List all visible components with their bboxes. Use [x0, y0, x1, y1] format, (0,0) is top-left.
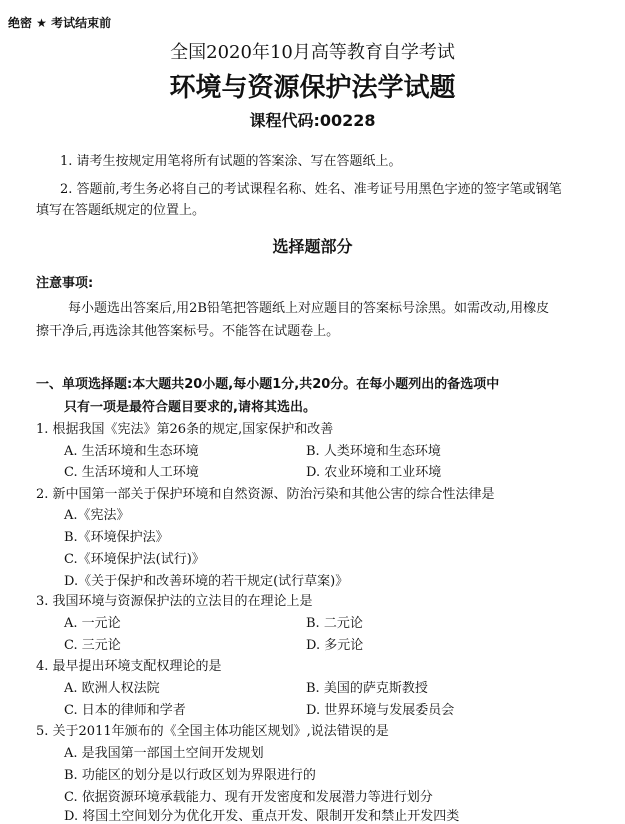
question-1-option-c: C. 生活环境和人工环境 — [64, 465, 199, 480]
notice-label: 注意事项: — [36, 276, 94, 291]
question-3-option-b: B. 二元论 — [306, 616, 363, 631]
paper-title: 环境与资源保护法学试题 — [169, 73, 456, 103]
question-1-option-a: A. 生活环境和生态环境 — [64, 444, 199, 459]
question-1-stem: 1. 根据我国《宪法》第26条的规定,国家保护和改善 — [36, 422, 334, 437]
question-1-option-d: D. 农业环境和工业环境 — [306, 465, 442, 480]
question-3-stem: 3. 我国环境与资源保护法的立法目的在理论上是 — [36, 594, 313, 609]
question-2-option-a: A.《宪法》 — [64, 508, 130, 523]
exam-title: 全国2020年10月高等教育自学考试 — [170, 42, 455, 63]
question-4-option-a: A. 欧洲人权法院 — [64, 681, 160, 696]
part-one-heading: 一、单项选择题:本大题共20小题,每小题1分,共20分。在每小题列出的备选项中 — [36, 377, 500, 392]
question-4-option-b: B. 美国的萨克斯教授 — [306, 681, 428, 696]
question-2-option-d: D.《关于保护和改善环境的若干规定(试行草案)》 — [64, 574, 349, 589]
question-2-option-b: B.《环境保护法》 — [64, 530, 169, 545]
question-5-stem: 5. 关于2011年颁布的《全国主体功能区规划》,说法错误的是 — [36, 724, 389, 739]
notice-line-2: 擦干净后,再选涂其他答案标号。不能答在试题卷上。 — [36, 324, 340, 339]
question-5-option-d: D. 将国土空间划分为优化开发、重点开发、限制开发和禁止开发四类 — [64, 809, 460, 824]
question-5-option-a: A. 是我国第一部国土空间开发规划 — [64, 746, 264, 761]
question-2-stem: 2. 新中国第一部关于保护环境和自然资源、防治污染和其他公害的综合性法律是 — [36, 487, 495, 502]
question-3-option-d: D. 多元论 — [306, 638, 364, 653]
question-5-option-c: C. 依据资源环境承载能力、现有开发密度和发展潜力等进行划分 — [64, 790, 433, 805]
course-code: 课程代码:00228 — [249, 111, 376, 130]
instruction-1: 1. 请考生按规定用笔将所有试题的答案涂、写在答题纸上。 — [60, 154, 402, 169]
confidential-label: 绝密 ★ 考试结束前 — [8, 16, 112, 30]
part-one-heading-cont: 只有一项是最符合题目要求的,请将其选出。 — [64, 400, 316, 415]
question-5-option-b: B. 功能区的划分是以行政区划为界限进行的 — [64, 768, 316, 783]
question-3-option-c: C. 三元论 — [64, 638, 121, 653]
question-4-option-d: D. 世界环境与发展委员会 — [306, 703, 455, 718]
section-title: 选择题部分 — [272, 237, 353, 256]
instruction-2: 2. 答题前,考生务必将自己的考试课程名称、姓名、准考证号用黑色字迹的签字笔或钢笔 — [60, 182, 562, 197]
notice-line-1: 每小题选出答案后,用2B铅笔把答题纸上对应题目的答案标号涂黑。如需改动,用橡皮 — [68, 301, 550, 316]
question-1-option-b: B. 人类环境和生态环境 — [306, 444, 441, 459]
question-4-option-c: C. 日本的律师和学者 — [64, 703, 186, 718]
question-2-option-c: C.《环境保护法(试行)》 — [64, 552, 205, 567]
question-4-stem: 4. 最早提出环境支配权理论的是 — [36, 659, 222, 674]
instruction-2-cont: 填写在答题纸规定的位置上。 — [36, 203, 206, 218]
question-3-option-a: A. 一元论 — [64, 616, 121, 631]
